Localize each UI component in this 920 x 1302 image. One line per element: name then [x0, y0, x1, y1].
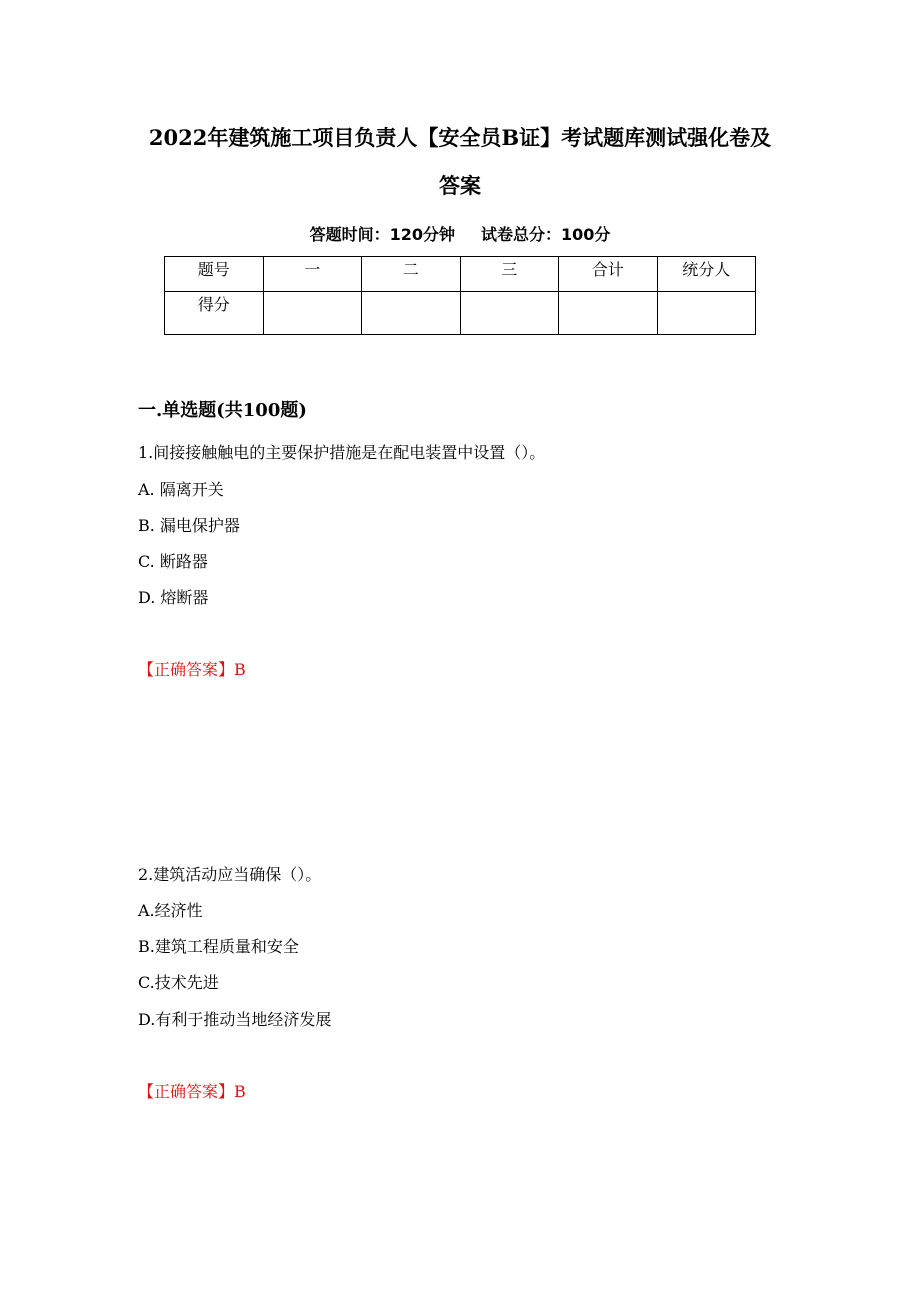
- question-option: C.技术先进: [138, 973, 219, 992]
- score-table-score-row: [165, 292, 756, 335]
- question-option: A. 隔离开关: [138, 480, 224, 499]
- exam-time: 答题时间：120分钟: [309, 225, 455, 244]
- score-table-header-row: [165, 257, 756, 292]
- score-table: [164, 256, 756, 335]
- score-table-header: 统分人: [657, 257, 756, 292]
- score-table-row-label: 得分: [165, 292, 264, 335]
- question-option: B.建筑工程质量和安全: [138, 937, 299, 956]
- question-option: B. 漏电保护器: [138, 516, 240, 535]
- exam-info: [0, 222, 920, 245]
- score-cell: [657, 292, 756, 335]
- score-cell: [263, 292, 362, 335]
- question-option: C. 断路器: [138, 552, 208, 571]
- correct-answer: 【正确答案】B: [138, 1082, 246, 1101]
- score-table-header: 一: [263, 257, 362, 292]
- section-title: 一.单选题(共100题): [138, 400, 307, 421]
- score-table-header: 合计: [559, 257, 658, 292]
- question-option: A.经济性: [138, 901, 203, 920]
- document-title-line-2: 答案: [439, 173, 481, 198]
- score-cell: [362, 292, 461, 335]
- question-option: D. 熔断器: [138, 588, 209, 607]
- score-table-header: 二: [362, 257, 461, 292]
- exam-total-score: 试卷总分：100分: [481, 225, 611, 244]
- question-stem: 1.间接接触触电的主要保护措施是在配电装置中设置（）。: [138, 443, 546, 462]
- question-stem: 2.建筑活动应当确保（）。: [138, 865, 322, 884]
- score-table-header: 三: [460, 257, 559, 292]
- score-cell: [559, 292, 658, 335]
- question-option: D.有利于推动当地经济发展: [138, 1010, 332, 1029]
- document-title-line-1: 2022年建筑施工项目负责人【安全员B证】考试题库测试强化卷及: [148, 125, 772, 150]
- score-table-header: 题号: [165, 257, 264, 292]
- correct-answer: 【正确答案】B: [138, 660, 246, 679]
- score-cell: [460, 292, 559, 335]
